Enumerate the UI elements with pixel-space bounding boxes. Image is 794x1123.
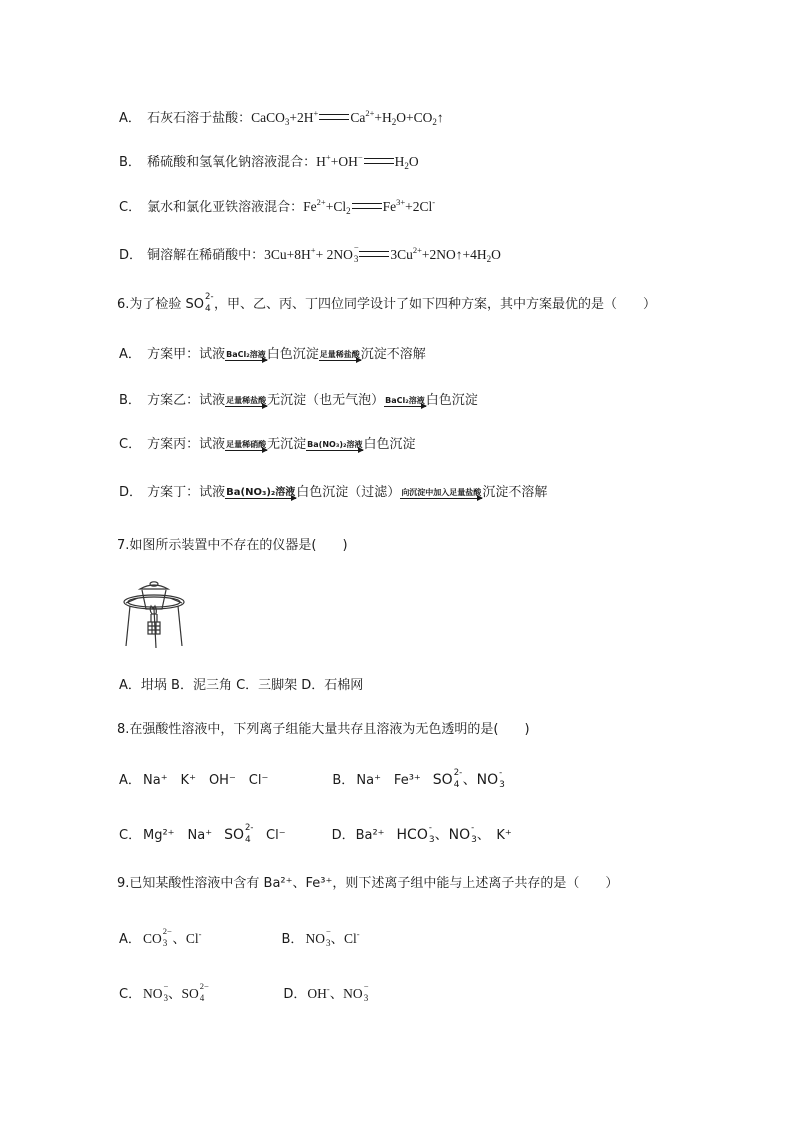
equals-sign xyxy=(352,203,382,209)
reaction-arrow: Ba(NO₃)₂溶液 xyxy=(307,440,363,449)
q8-option-a[interactable]: A． Na⁺ K⁺ OH⁻ Cl⁻ xyxy=(119,773,269,788)
equals-sign xyxy=(319,114,349,120)
q5-option-c[interactable]: C． 氯水和氯化亚铁溶液混合：$Fe^{2+}+Cl_2$ $Fe^{3+}+2Cl^-$ xyxy=(119,197,436,216)
q9-stem: 9.已知某酸性溶液中含有 Ba²⁺、Fe³⁺，则下述离子组中能与上述离子共存的是（ ） xyxy=(117,876,619,891)
q9-option-d[interactable]: D．OH-、NO − 3 xyxy=(283,981,369,1003)
reaction-arrow: 足量稀盐酸 xyxy=(226,396,267,405)
q6-option-d[interactable]: D． 方案丁：试液 Ba(NO₃)₂溶液 白色沉淀（过滤） 向沉淀中加入足量盐酸 沉淀不溶解 xyxy=(119,485,548,500)
reaction-arrow: BaCl₂溶液 xyxy=(226,350,266,359)
q7-options[interactable]: A．坩埚 B．泥三角 C．三脚架 D．石棉网 xyxy=(119,678,364,693)
reaction-arrow: 足量稀硝酸 xyxy=(226,440,267,449)
crucible-heating-apparatus-figure xyxy=(120,576,192,650)
q9-option-b[interactable]: B． NO − 3 、Cl- xyxy=(281,926,360,948)
reaction-arrow: BaCl₂溶液 xyxy=(385,396,425,405)
equals-sign xyxy=(359,251,389,257)
q5-c-equation: $Fe^{2+}+Cl_2$ $Fe^{3+}+2Cl^-$ xyxy=(303,197,436,216)
reaction-arrow: 向沉淀中加入足量盐酸 xyxy=(401,488,482,497)
q9-option-c[interactable]: C． NO − 3 、SO 2− 4 xyxy=(119,981,209,1003)
equals-sign xyxy=(364,158,394,164)
q8-option-d[interactable]: D．Ba²⁺ HCO - 3 、NO - 3 、 K⁺ xyxy=(331,823,512,845)
q5-option-d[interactable]: D． 铜溶解在稀硝酸中：3Cu+8H++ 2NO − 3 $3Cu^{2+}+2NO↑+4H_2O$ xyxy=(119,242,501,264)
q6-option-c[interactable]: C． 方案丙：试液 足量稀硝酸 无沉淀 Ba(NO₃)₂溶液 白色沉淀 xyxy=(119,437,416,452)
q9-row-ab xyxy=(119,925,360,952)
q7-stem: 7.如图所示装置中不存在的仪器是( ) xyxy=(117,538,348,553)
q5-option-b[interactable]: B． 稀硫酸和氢氧化钠溶液混合：H++OH− $H_2O$ xyxy=(119,152,419,171)
q6-option-a[interactable]: A． 方案甲：试液 BaCl₂溶液 白色沉淀 足量稀盐酸 沉淀不溶解 xyxy=(119,347,426,362)
reaction-arrow: Ba(NO₃)₂溶液 xyxy=(226,487,296,498)
q6-stem: 6.为了检验 SO 2- 4 ，甲、乙、丙、丁四位同学设计了如下四种方案，其中方案最优的是（ ） xyxy=(117,292,657,314)
q9-option-a[interactable]: A． CO 2− 3 、Cl- xyxy=(119,926,202,948)
q5-b-equation: H++OH− $H_2O$ xyxy=(316,152,419,171)
reaction-arrow: 足量稀盐酸 xyxy=(319,350,360,359)
q5-a-equation: CaCO$_3$+2H+ $Ca^{2+}+H_2O+CO_2↑$ xyxy=(251,108,444,127)
q8-row-cd xyxy=(119,823,512,849)
q5-option-a[interactable]: A． 石灰石溶于盐酸：CaCO$_3$+2H+ $Ca^{2+}+H_2O+CO_2↑$ xyxy=(119,108,444,127)
q8-row-ab xyxy=(119,768,505,794)
q6-option-b[interactable]: B． 方案乙：试液 足量稀盐酸 无沉淀（也无气泡） BaCl₂溶液 白色沉淀 xyxy=(119,393,478,408)
q9-row-cd xyxy=(119,980,368,1007)
q8-option-c[interactable]: C． Mg²⁺ Na⁺ SO 2- 4 Cl⁻ xyxy=(119,823,286,845)
q5-d-equation: 3Cu+8H++ 2NO − 3 $3Cu^{2+}+2NO↑+4H_2O$ xyxy=(264,242,501,264)
q8-stem: 8.在强酸性溶液中，下列离子组能大量共存且溶液为无色透明的是( ) xyxy=(117,722,530,737)
q8-option-b[interactable]: B． Na⁺ Fe³⁺ SO 2- 4 、NO - 3 xyxy=(332,768,505,790)
